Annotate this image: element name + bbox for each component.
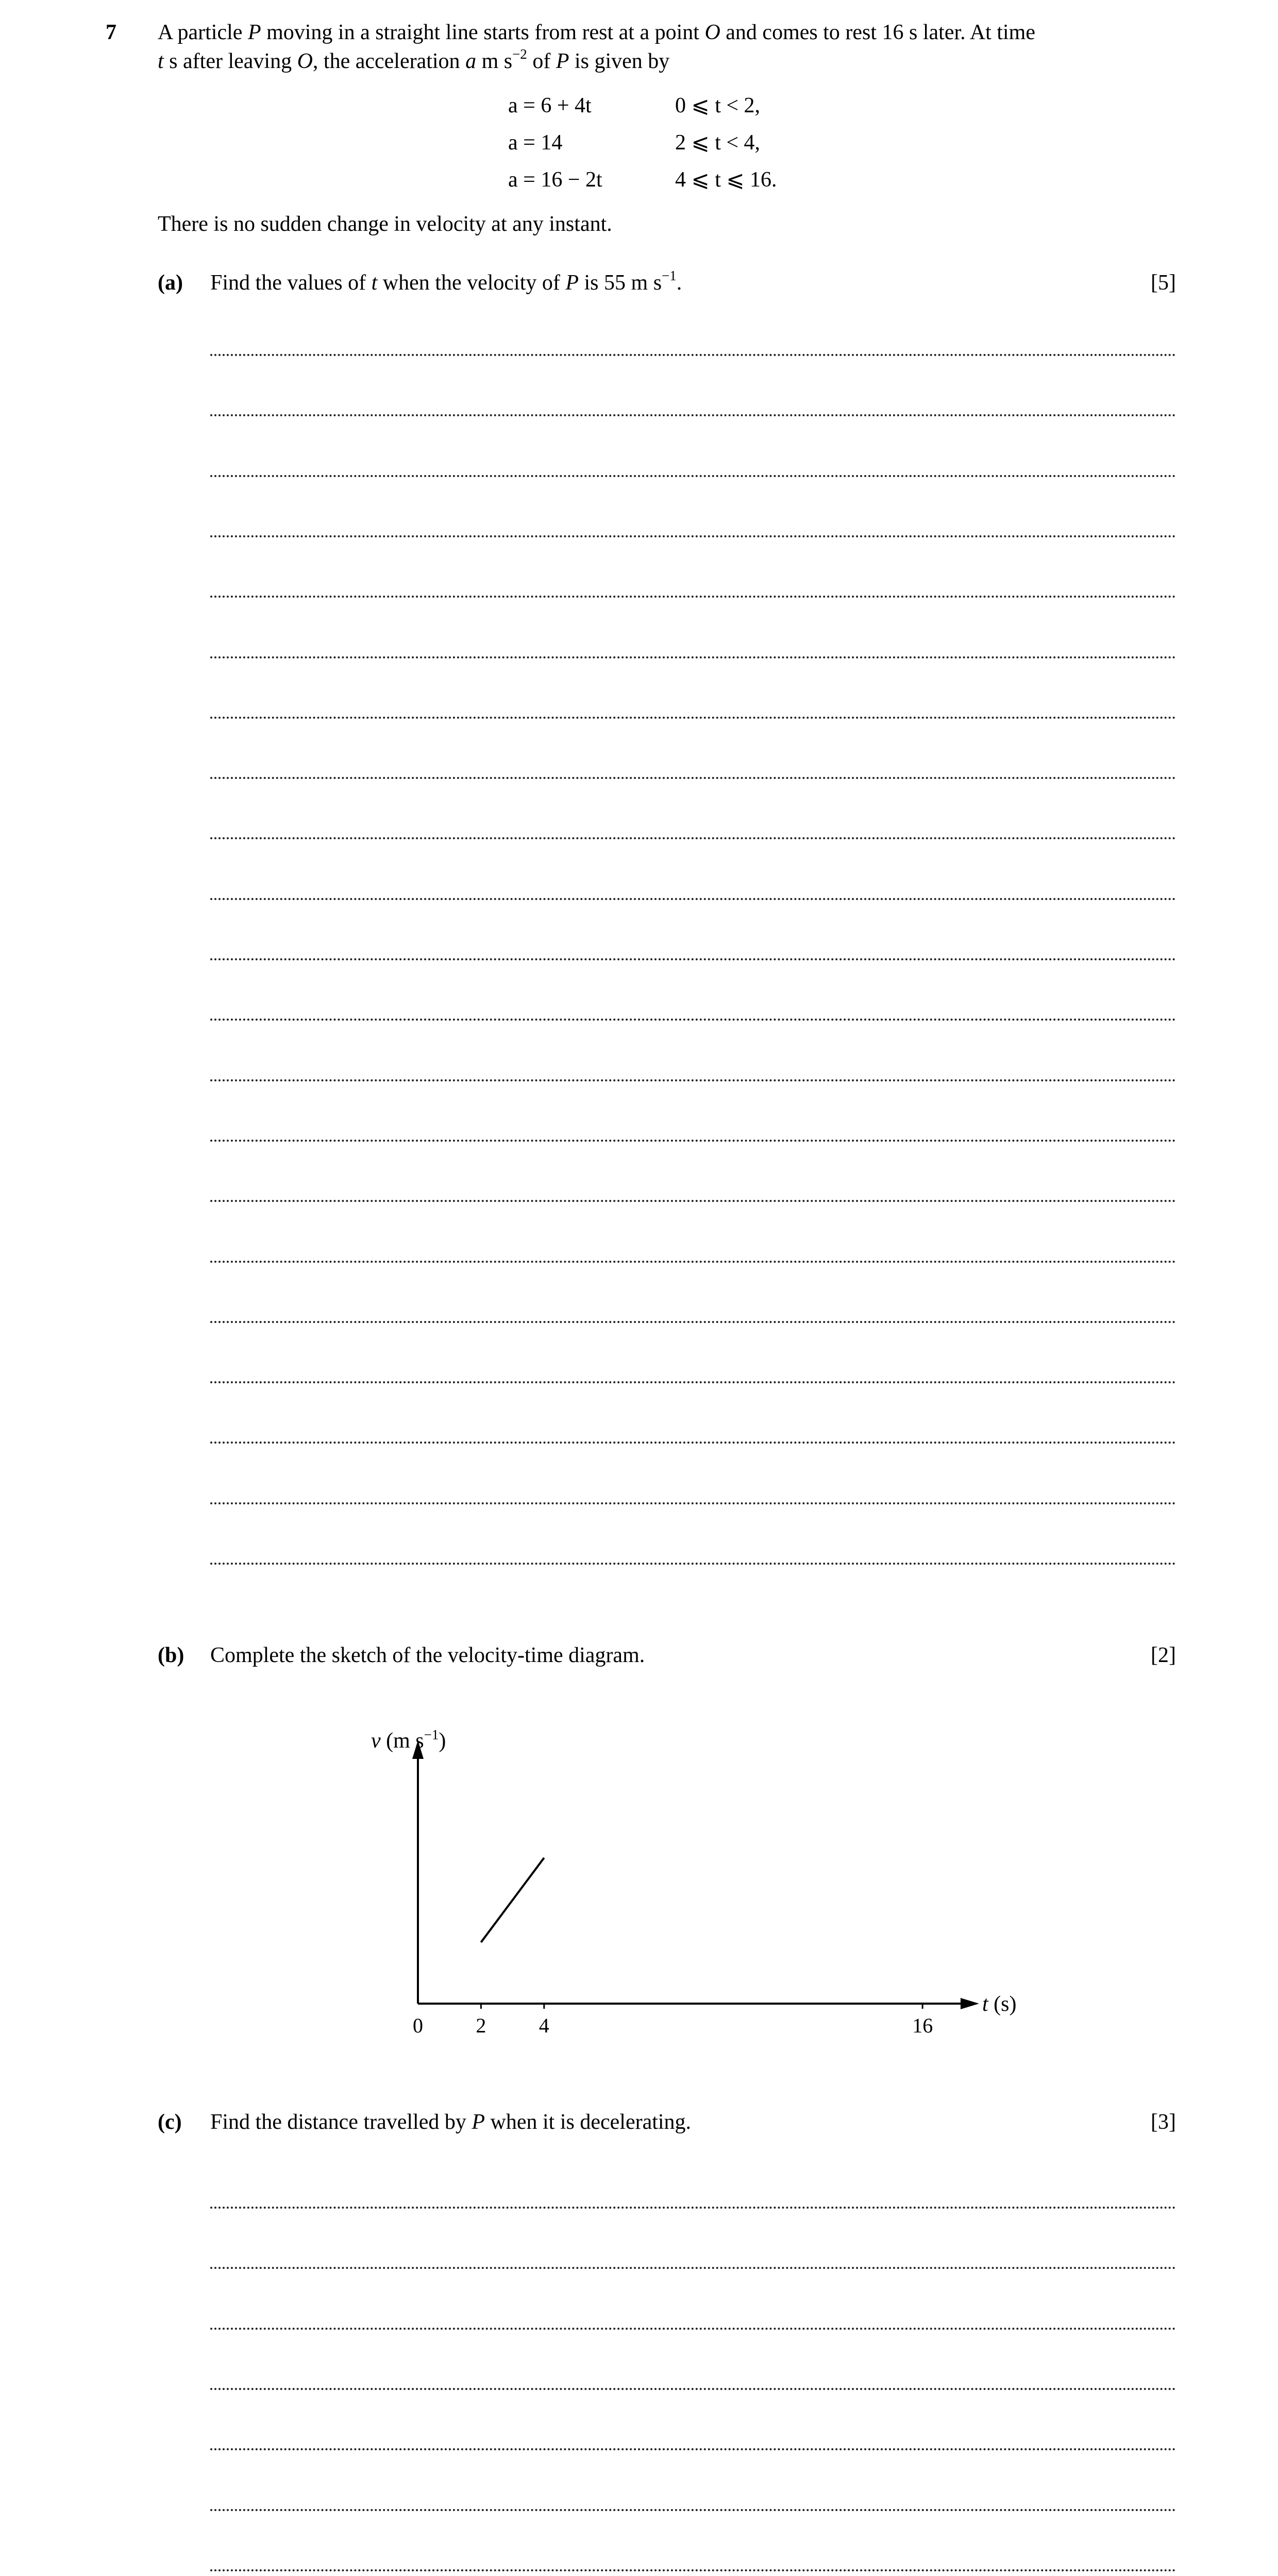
question-line-1: A particle P moving in a straight line starts from rest at a point O and comes to rest 16 s later. At time <box>158 21 1035 44</box>
answer-line[interactable] <box>210 2569 1176 2571</box>
tick-labels <box>413 2014 933 2037</box>
x-axis-label: t (s) <box>982 1992 1017 2016</box>
answer-line[interactable] <box>210 2509 1176 2511</box>
y-axis-label: v (m $s^{-1}$) <box>371 1727 446 1753</box>
answer-line[interactable] <box>210 2267 1176 2269</box>
question-number: 7 <box>106 21 116 44</box>
answer-line[interactable] <box>210 2207 1176 2209</box>
x-axis-arrowhead <box>961 1998 979 2009</box>
x-tick-label: 16 <box>912 2014 933 2037</box>
part-a-text: Find the values of t when the velocity of P is 55 m $s^{-1}$. <box>210 268 682 295</box>
equation-2-expr: a = 14 <box>508 131 563 155</box>
part-a-marks: [5] <box>1151 271 1176 295</box>
part-c-label: (c) <box>158 2110 182 2134</box>
x-tick-label: 4 <box>539 2014 549 2037</box>
part-b-text: Complete the sketch of the velocity-time diagram. <box>210 1643 645 1667</box>
equation-2-range: 2 ⩽ t < 4, <box>675 131 761 155</box>
question-note: There is no sudden change in velocity at any instant. <box>158 212 612 236</box>
question-line-2: t s after leaving O, the acceleration a m $s^{-2}$ of P is given by <box>158 46 670 73</box>
velocity-segment <box>481 1858 544 1942</box>
equation-3-range: 4 ⩽ t ⩽ 16. <box>675 168 777 192</box>
part-c-marks: [3] <box>1151 2110 1176 2134</box>
answer-line[interactable] <box>210 2448 1176 2450</box>
equation-1-range: 0 ⩽ t < 2, <box>675 94 761 117</box>
x-tick-label: 0 <box>413 2014 423 2037</box>
part-b-label: (b) <box>158 1643 184 1667</box>
x-tick-label: 2 <box>476 2014 486 2037</box>
part-c-text: Find the distance travelled by P when it is decelerating. <box>210 2110 692 2134</box>
answer-line[interactable] <box>210 2328 1176 2330</box>
answer-line[interactable] <box>210 2388 1176 2390</box>
equation-3-expr: a = 16 − 2t <box>508 168 602 192</box>
part-a-label: (a) <box>158 271 183 295</box>
part-b-marks: [2] <box>1151 1643 1176 1667</box>
equation-1-expr: a = 6 + 4t <box>508 94 592 117</box>
